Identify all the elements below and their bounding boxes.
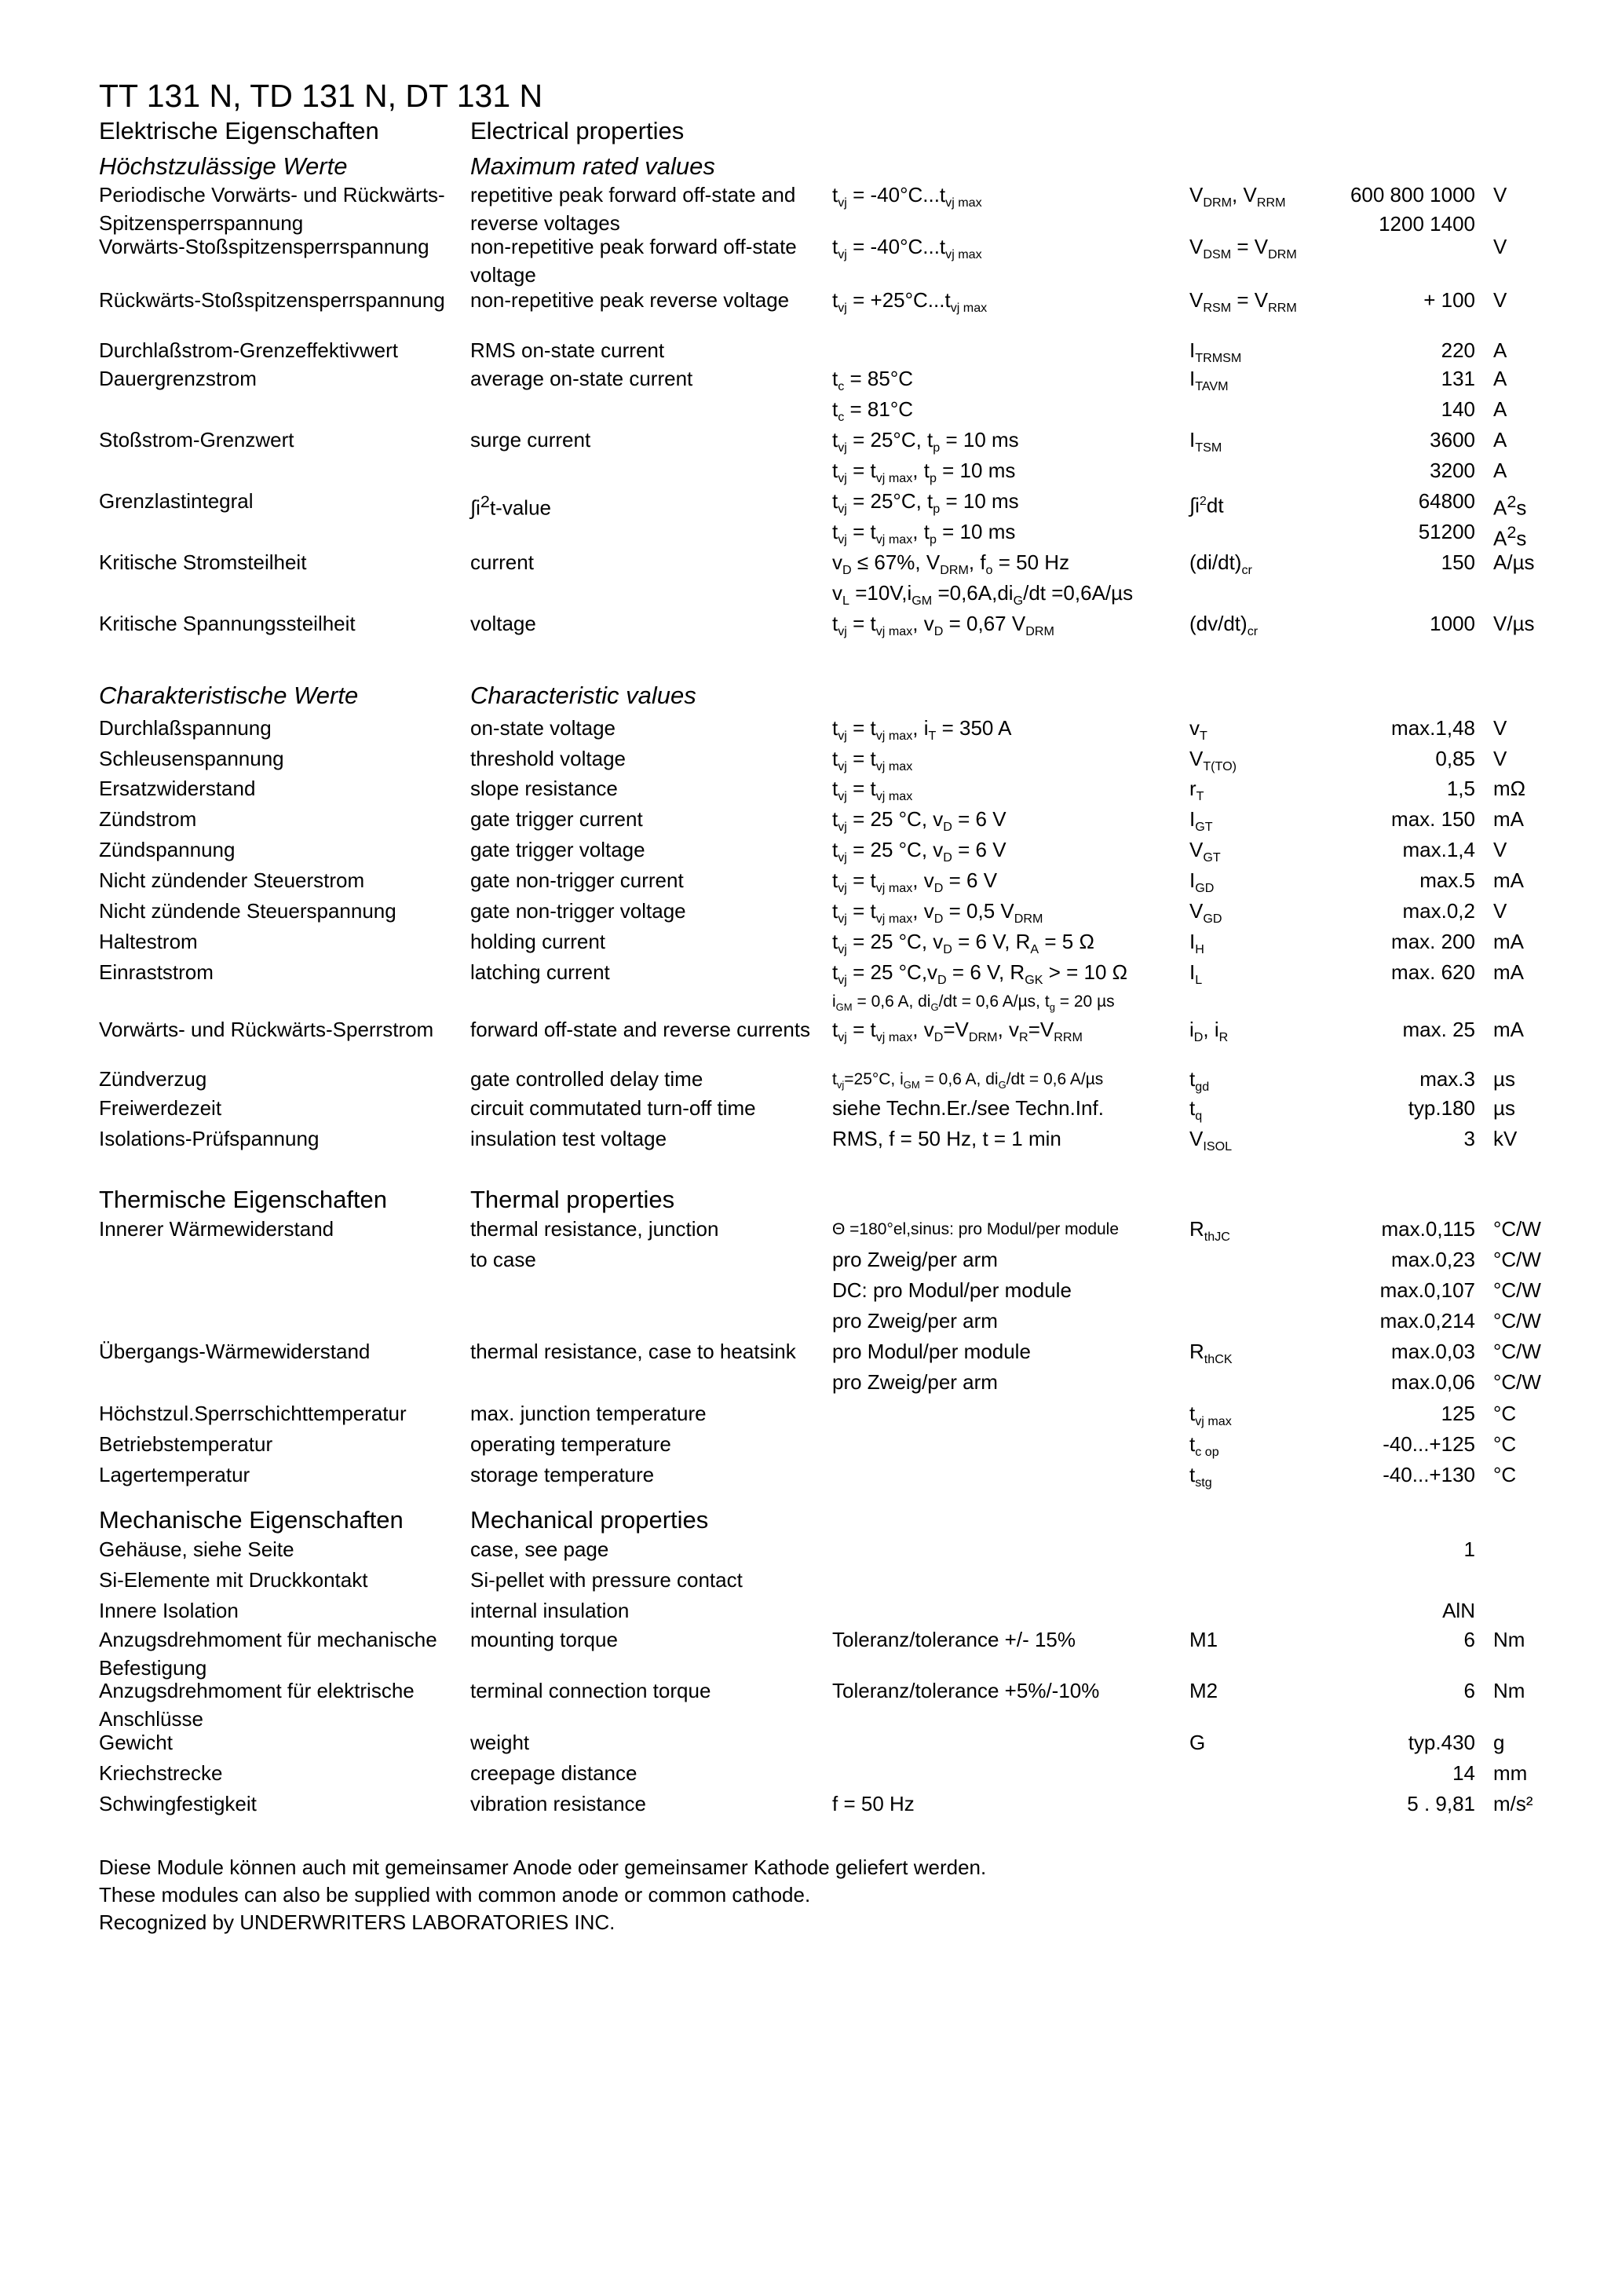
parameter-en: creepage distance (470, 1761, 637, 1785)
unit: A/µs (1493, 550, 1535, 574)
parameter-en: vibration resistance (470, 1792, 646, 1815)
test-condition: $i_{GM} = 0,6$ A, $di_G/dt = 0,6$ A/µs, $t_g = 20$ µs (832, 993, 1115, 1014)
test-condition: pro Modul/per module (832, 1340, 1031, 1363)
parameter-de: Durchlaßstrom-Grenzeffektivwert (99, 338, 398, 362)
value: 140 (1441, 397, 1475, 421)
test-condition: $t_{vj} = 25$ $^\circ C,v_D = 6$ V, $R_{GK}$ > = 10 Ω (832, 960, 1128, 988)
test-condition: Toleranz/tolerance +/- 15% (832, 1628, 1076, 1651)
unit: V/µs (1493, 612, 1535, 635)
unit: kV (1493, 1127, 1518, 1150)
symbol: $i_D$, $i_R$ (1189, 1018, 1229, 1045)
test-condition: $t_{vj}=25^\circ C$, $i_{GM} = 0,6$ A, $di_G/dt = 0,6$ A/µs (832, 1070, 1104, 1091)
value: 3 (1463, 1127, 1475, 1150)
parameter-de: Stoßstrom-Grenzwert (99, 428, 294, 452)
unit: V (1493, 235, 1507, 258)
unit: µs (1493, 1067, 1515, 1091)
unit: mm (1493, 1761, 1528, 1785)
value: 1 (1463, 1537, 1475, 1561)
note-line: These modules can also be supplied with common anode or common cathode. (99, 1883, 811, 1907)
symbol: $V_{GD}$ (1189, 899, 1222, 927)
section-heading-en: Thermal properties (470, 1186, 675, 1213)
unit: °C/W (1493, 1248, 1541, 1271)
parameter-de: Ersatzwiderstand (99, 777, 256, 800)
value: 51200 (1418, 520, 1475, 543)
unit: mA (1493, 868, 1524, 892)
value: max.0,2 (1402, 899, 1475, 923)
section-heading-de: Thermische Eigenschaften (99, 1186, 388, 1213)
parameter-en: to case (470, 1248, 536, 1271)
test-condition: $t_{vj} = +25^\circ C...t_{vj max}$ (832, 288, 988, 316)
unit: V (1493, 899, 1507, 923)
parameter-en: weight (470, 1731, 530, 1754)
value: max. 25 (1402, 1018, 1475, 1041)
parameter-de: Gehäuse, siehe Seite (99, 1537, 294, 1561)
symbol: $I_{TRMSM}$ (1189, 338, 1242, 366)
parameter-en: mounting torque (470, 1628, 618, 1651)
symbol: $I_H$ (1189, 930, 1204, 957)
parameter-en: $\int i^2t$-value (470, 492, 551, 520)
test-condition: $t_{vj} = t_{vj max}$, $v_D = 0,5$ $V_{DRM}$ (832, 899, 1043, 927)
parameter-en: max. junction temperature (470, 1402, 707, 1425)
unit: Nm (1493, 1628, 1525, 1651)
test-condition: $t_{vj} = -40^\circ C...t_{vj max}$ (832, 183, 982, 210)
symbol: $r_T$ (1189, 777, 1204, 804)
test-condition: $t_{vj} = 25$ °C, $v_D = 6$ V (832, 838, 1006, 865)
parameter-de: Grenzlastintegral (99, 489, 254, 513)
parameter-en: RMS on-state current (470, 338, 665, 362)
parameter-en: thermal resistance, case to heatsink (470, 1340, 796, 1363)
parameter-en: latching current (470, 960, 610, 984)
unit: m/s² (1493, 1792, 1533, 1815)
unit: A (1493, 338, 1507, 362)
symbol: $(dv/dt)_{cr}$ (1189, 612, 1259, 639)
parameter-de: Zündstrom (99, 807, 197, 831)
parameter-de: Schwingfestigkeit (99, 1792, 257, 1815)
parameter-en: forward off-state and reverse currents (470, 1018, 811, 1041)
value: max.0,23 (1391, 1248, 1475, 1271)
parameter-en: non-repetitive peak forward off-state voltage (470, 235, 797, 287)
parameter-en: gate trigger voltage (470, 838, 645, 861)
symbol: M1 (1189, 1628, 1218, 1651)
value: max. 150 (1391, 807, 1475, 831)
parameter-en: holding current (470, 930, 605, 953)
section-heading-de: Mechanische Eigenschaften (99, 1506, 404, 1534)
parameter-de: Betriebstemperatur (99, 1432, 273, 1456)
parameter-en: circuit commutated turn-off time (470, 1096, 756, 1120)
symbol: $I_{TSM}$ (1189, 428, 1222, 455)
parameter-de: Lagertemperatur (99, 1463, 250, 1486)
symbol: $V_{T(TO)}$ (1189, 747, 1237, 774)
symbol: $V_{RSM} = V_{RRM}$ (1189, 288, 1297, 316)
section-heading-en: Mechanical properties (470, 1506, 709, 1534)
value: typ.430 (1408, 1731, 1475, 1754)
unit: V (1493, 747, 1507, 770)
unit: °C/W (1493, 1340, 1541, 1363)
unit: °C (1493, 1463, 1517, 1486)
parameter-de: Durchlaßspannung (99, 716, 272, 740)
unit: °C/W (1493, 1309, 1541, 1333)
unit: g (1493, 1731, 1505, 1754)
parameter-de: Anzugsdrehmoment für mechanische Befestigung (99, 1628, 437, 1680)
symbol: $I_{GD}$ (1189, 868, 1215, 896)
symbol: $t_{c op}$ (1189, 1432, 1219, 1460)
test-condition: $t_{vj} = t_{vj max}$ (832, 777, 913, 804)
unit: °C (1493, 1432, 1517, 1456)
value: max. 200 (1391, 930, 1475, 953)
value: 64800 (1418, 489, 1475, 513)
unit: A (1493, 428, 1507, 452)
test-condition: $t_{vj} = t_{vj max}$ (832, 747, 913, 774)
value: 150 (1441, 550, 1475, 574)
value: 1000 (1430, 612, 1475, 635)
test-condition: DC: pro Modul/per module (832, 1278, 1072, 1302)
test-condition: $v_D \le 67\%$, $V_{DRM}$, $f_o = 50$ Hz (832, 550, 1070, 578)
symbol: $t_{gd}$ (1189, 1067, 1210, 1095)
parameter-en: surge current (470, 428, 591, 452)
unit: mA (1493, 1018, 1524, 1041)
value: + 100 (1423, 288, 1475, 312)
test-condition: $t_{vj} = t_{vj max}$, $t_p = 10$ ms (832, 520, 1016, 547)
value: 125 (1441, 1402, 1475, 1425)
section-heading-en: Characteristic values (470, 682, 696, 709)
unit: µs (1493, 1096, 1515, 1120)
value: max.0,115 (1381, 1217, 1475, 1241)
value: max.0,214 (1379, 1309, 1475, 1333)
parameter-de: Kritische Spannungssteilheit (99, 612, 356, 635)
section-heading-de: Höchstzulässige Werte (99, 152, 348, 180)
parameter-de: Periodische Vorwärts- und Rückwärts-Spitzensperrspannung (99, 183, 445, 235)
parameter-de: Nicht zündende Steuerspannung (99, 899, 396, 923)
symbol: $t_{stg}$ (1189, 1463, 1212, 1490)
unit: °C/W (1493, 1278, 1541, 1302)
test-condition: $t_{vj} = -40^\circ C...t_{vj max}$ (832, 235, 982, 262)
parameter-de: Innere Isolation (99, 1599, 239, 1622)
test-condition: RMS, f = 50 Hz, t = 1 min (832, 1127, 1061, 1150)
parameter-en: slope resistance (470, 777, 618, 800)
parameter-de: Kritische Stromsteilheit (99, 550, 307, 574)
symbol: $(di/dt)_{cr}$ (1189, 550, 1252, 578)
unit: mA (1493, 960, 1524, 984)
value: 3600 (1430, 428, 1475, 452)
value: max.0,06 (1391, 1370, 1475, 1394)
test-condition: $v_L =10V,i_{GM} =0,6A,di_G/dt =0,6A/\mu s$ (832, 581, 1134, 609)
unit: V (1493, 288, 1507, 312)
value: max.3 (1419, 1067, 1475, 1091)
test-condition: Toleranz/tolerance +5%/-10% (832, 1679, 1100, 1702)
unit: $A^2s$ (1493, 492, 1527, 520)
value: 6 (1463, 1628, 1475, 1651)
test-condition: $t_{vj} = t_{vj max}$, $i_T = 350$ A (832, 716, 1012, 744)
test-condition: Θ =180°el,sinus: pro Modul/per module (832, 1220, 1120, 1238)
parameter-de: Innerer Wärmewiderstand (99, 1217, 334, 1241)
parameter-de: Anzugsdrehmoment für elektrische Anschlüsse (99, 1679, 415, 1731)
value: 6 (1463, 1679, 1475, 1702)
test-condition: $t_{vj} = t_{vj max}$, $v_D = 0,67$ $V_{DRM}$ (832, 612, 1054, 639)
parameter-en: repetitive peak forward off-state and reverse voltages (470, 183, 796, 235)
parameter-en: gate non-trigger voltage (470, 899, 686, 923)
value: 220 (1441, 338, 1475, 362)
section-heading-en: Electrical properties (470, 117, 685, 144)
parameter-de: Dauergrenzstrom (99, 367, 257, 390)
value: 5 . 9,81 (1407, 1792, 1475, 1815)
parameter-de: Schleusenspannung (99, 747, 284, 770)
value: 600 800 1000 (1350, 183, 1475, 207)
parameter-de: Vorwärts-Stoßspitzensperrspannung (99, 235, 429, 258)
unit: V (1493, 716, 1507, 740)
parameter-en: average on-state current (470, 367, 693, 390)
parameter-en: terminal connection torque (470, 1679, 711, 1702)
symbol: $I_{GT}$ (1189, 807, 1213, 835)
unit: V (1493, 838, 1507, 861)
parameter-de: Zündverzug (99, 1067, 207, 1091)
parameter-en: internal insulation (470, 1599, 630, 1622)
symbol: $\int i^2dt$ (1189, 493, 1224, 517)
value: 0,85 (1435, 747, 1475, 770)
test-condition: $t_{vj} = 25$ °C, $v_D = 6$ V, $R_A = 5$ Ω (832, 930, 1094, 957)
test-condition: $t_c = 85^\circ C$ (832, 367, 914, 394)
test-condition: $t_{vj} = t_{vj max}$, $t_p = 10$ ms (832, 459, 1016, 486)
unit: Nm (1493, 1679, 1525, 1702)
parameter-de: Einraststrom (99, 960, 214, 984)
parameter-de: Freiwerdezeit (99, 1096, 222, 1120)
parameter-en: threshold voltage (470, 747, 627, 770)
note-line: Recognized by UNDERWRITERS LABORATORIES INC. (99, 1910, 616, 1934)
parameter-de: Nicht zündender Steuerstrom (99, 868, 365, 892)
unit: °C/W (1493, 1217, 1541, 1241)
symbol: M2 (1189, 1679, 1218, 1702)
section-heading-en: Maximum rated values (470, 152, 715, 180)
value: AlN (1442, 1599, 1475, 1622)
section-heading-de: Elektrische Eigenschaften (99, 117, 379, 144)
symbol: $V_{DRM}$, $V_{RRM}$ (1189, 183, 1286, 210)
value: max.1,4 (1402, 838, 1475, 861)
symbol: $I_{TAVM}$ (1189, 367, 1229, 394)
value: -40...+130 (1383, 1463, 1475, 1486)
value: 14 (1452, 1761, 1475, 1785)
value-continued: 1200 1400 (1379, 212, 1475, 236)
note-line: Diese Module können auch mit gemeinsamer Anode oder gemeinsamer Kathode geliefert werden. (99, 1855, 987, 1879)
test-condition: $t_{vj} = t_{vj max}$, $v_D = 6$ V (832, 868, 998, 896)
parameter-en: gate trigger current (470, 807, 643, 831)
value: 1,5 (1446, 777, 1475, 800)
parameter-en: case, see page (470, 1537, 609, 1561)
test-condition: pro Zweig/per arm (832, 1309, 998, 1333)
symbol: $V_{ISOL}$ (1189, 1127, 1233, 1154)
parameter-en: on-state voltage (470, 716, 616, 740)
unit: mA (1493, 807, 1524, 831)
unit: V (1493, 183, 1507, 207)
value: max.0,107 (1379, 1278, 1475, 1302)
parameter-en: thermal resistance, junction (470, 1217, 719, 1241)
test-condition: $t_{vj} = t_{vj max}$, $v_D=V_{DRM}$, $v_R=V_{RRM}$ (832, 1018, 1083, 1045)
parameter-de: Isolations-Prüfspannung (99, 1127, 320, 1150)
unit: °C (1493, 1402, 1517, 1425)
parameter-en: non-repetitive peak reverse voltage (470, 288, 790, 312)
parameter-de: Höchstzul.Sperrschichttemperatur (99, 1402, 407, 1425)
parameter-de: Übergangs-Wärmewiderstand (99, 1340, 371, 1363)
symbol: $R_{thCK}$ (1189, 1340, 1233, 1367)
parameter-de: Vorwärts- und Rückwärts-Sperrstrom (99, 1018, 434, 1041)
symbol: $I_L$ (1189, 960, 1203, 988)
parameter-en: gate controlled delay time (470, 1067, 703, 1091)
symbol: $V_{DSM} = V_{DRM}$ (1189, 235, 1297, 262)
test-condition: $t_c = 81^\circ C$ (832, 397, 914, 425)
value: max.0,03 (1391, 1340, 1475, 1363)
value: 131 (1441, 367, 1475, 390)
document-title: TT 131 N, TD 131 N, DT 131 N (99, 78, 543, 114)
test-condition: $t_{vj} = 25$ °C, $v_D = 6$ V (832, 807, 1006, 835)
value: 3200 (1430, 459, 1475, 482)
unit: mA (1493, 930, 1524, 953)
symbol: G (1189, 1731, 1206, 1754)
unit: A (1493, 397, 1507, 421)
test-condition: $t_{vj} = 25^\circ C$, $t_p = 10$ ms (832, 489, 1019, 517)
symbol: $t_q$ (1189, 1096, 1203, 1124)
parameter-en: storage temperature (470, 1463, 655, 1486)
parameter-de: Haltestrom (99, 930, 198, 953)
unit: A (1493, 367, 1507, 390)
value: max. 620 (1391, 960, 1475, 984)
test-condition: pro Zweig/per arm (832, 1370, 998, 1394)
unit: mΩ (1493, 777, 1526, 800)
notes (99, 1854, 986, 1936)
parameter-de: Kriechstrecke (99, 1761, 223, 1785)
unit: °C/W (1493, 1370, 1541, 1394)
parameter-en: current (470, 550, 534, 574)
parameter-de: Zündspannung (99, 838, 236, 861)
parameter-de: Rückwärts-Stoßspitzensperrspannung (99, 288, 445, 312)
value: max.1,48 (1391, 716, 1475, 740)
section-heading-de: Charakteristische Werte (99, 682, 359, 709)
value: typ.180 (1408, 1096, 1475, 1120)
test-condition: siehe Techn.Er./see Techn.Inf. (832, 1096, 1104, 1120)
value: max.5 (1419, 868, 1475, 892)
unit: $A^2s$ (1493, 522, 1527, 550)
symbol: $V_{GT}$ (1189, 838, 1221, 865)
parameter-en: Si-pellet with pressure contact (470, 1568, 743, 1592)
parameter-de: Gewicht (99, 1731, 173, 1754)
value: -40...+125 (1383, 1432, 1475, 1456)
test-condition: f = 50 Hz (832, 1792, 915, 1815)
symbol: $t_{vj max}$ (1189, 1402, 1232, 1429)
unit: A (1493, 459, 1507, 482)
symbol: $R_{thJC}$ (1189, 1217, 1230, 1245)
parameter-en: operating temperature (470, 1432, 671, 1456)
parameter-en: voltage (470, 612, 536, 635)
parameter-en: gate non-trigger current (470, 868, 684, 892)
parameter-de: Si-Elemente mit Druckkontakt (99, 1568, 368, 1592)
test-condition: $t_{vj} = 25^\circ C$, $t_p = 10$ ms (832, 428, 1019, 455)
symbol: $v_T$ (1189, 716, 1207, 744)
parameter-en: insulation test voltage (470, 1127, 667, 1150)
test-condition: pro Zweig/per arm (832, 1248, 998, 1271)
